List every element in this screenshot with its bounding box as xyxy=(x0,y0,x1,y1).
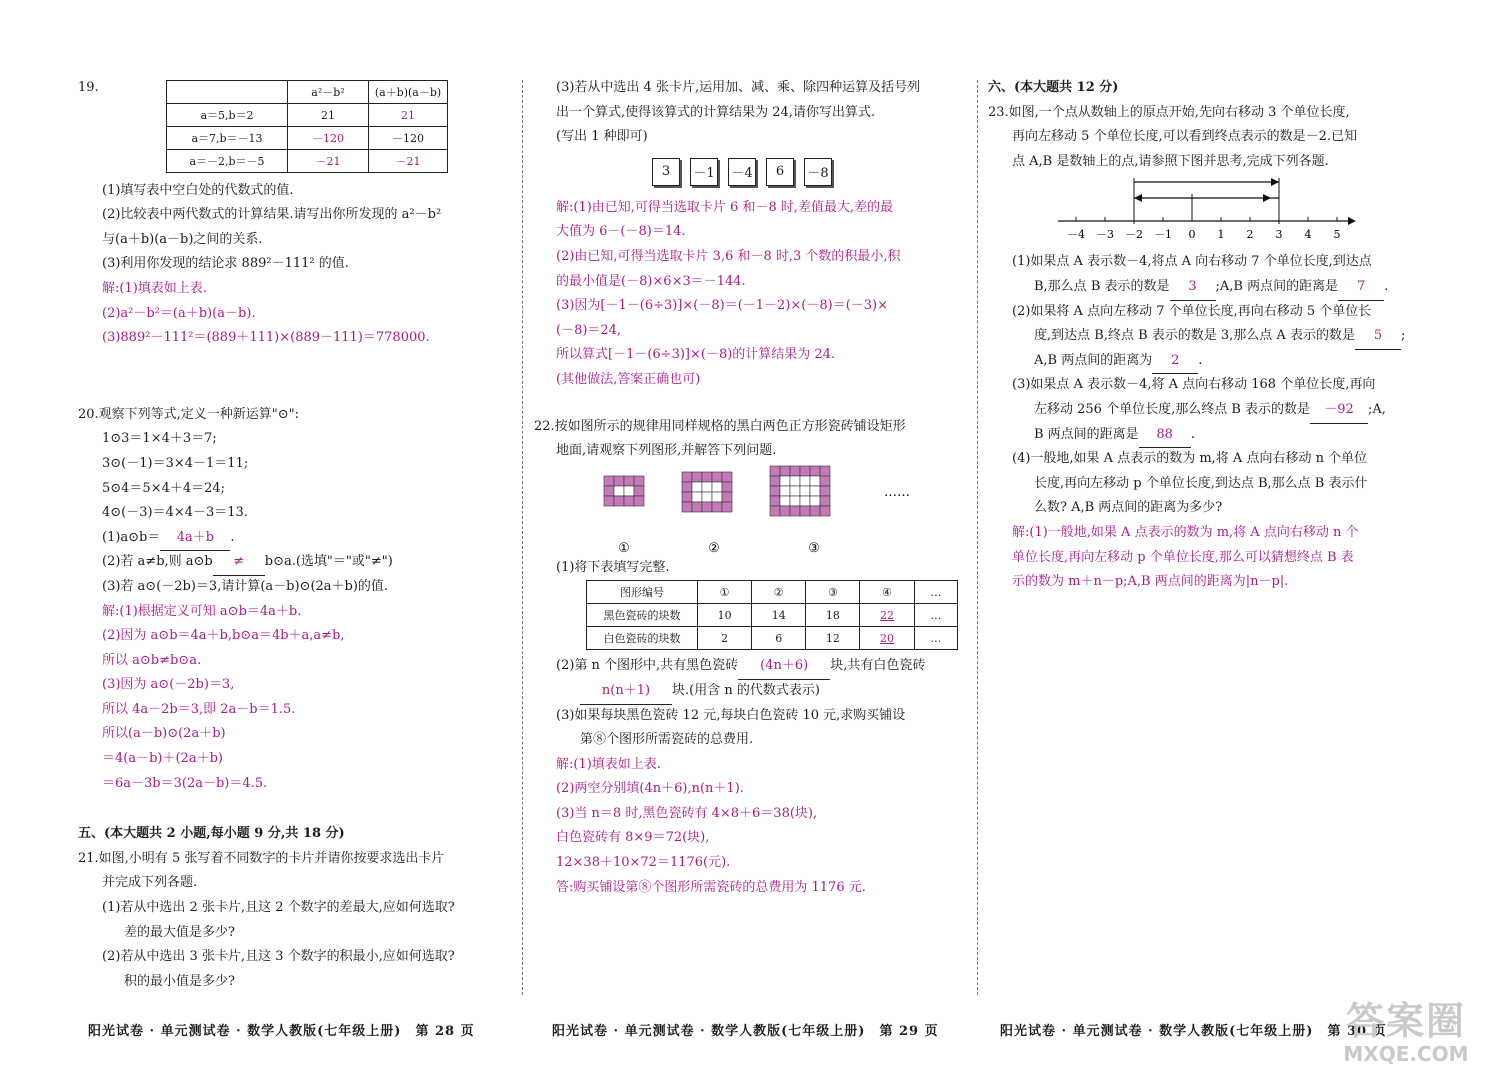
page-footer-30: 阳光试卷 · 单元测试卷 · 数学人教版(七年级上册) 第 30 页 xyxy=(1000,1024,1387,1039)
answer-blank: －92 xyxy=(1310,398,1368,424)
question-line: (1)将下表填写完整. xyxy=(556,559,670,575)
answer-blank: 4a＋b xyxy=(160,526,230,552)
question-line: 积的最小值是多少? xyxy=(124,973,235,989)
answer-line: 12×38＋10×72＝1176(元). xyxy=(556,855,731,871)
answer-line: (2)由已知,可得当选取卡片 3,6 和－8 时,3 个数的积最小,积 xyxy=(556,248,901,264)
table-row xyxy=(167,127,448,150)
text: . xyxy=(1384,278,1389,294)
table-cell: a＝5,b＝2 xyxy=(167,104,288,127)
black-tile xyxy=(780,506,790,516)
watermark-url: MXQE.COM xyxy=(1343,1042,1469,1066)
table-cell: … xyxy=(914,581,957,604)
table-cell: 12 xyxy=(806,627,860,650)
black-tile xyxy=(820,506,830,516)
black-tile xyxy=(692,472,702,482)
table-cell: … xyxy=(914,604,957,627)
page-footer-29: 阳光试卷 · 单元测试卷 · 数学人教版(七年级上册) 第 29 页 xyxy=(552,1024,939,1039)
page-28-column xyxy=(78,76,518,994)
table-cell: (a＋b)(a－b) xyxy=(369,81,448,104)
answer-line: 解:(1)填表如上表. xyxy=(102,280,207,296)
text: . xyxy=(1190,426,1195,442)
black-tile xyxy=(770,486,780,496)
axis-tick-label: －4 xyxy=(1067,228,1085,242)
table-cell: －21 xyxy=(369,150,448,173)
white-tile xyxy=(692,492,702,502)
page-29-column xyxy=(534,76,968,900)
answer-line: (2)a²－b²＝(a＋b)(a－b). xyxy=(102,305,256,321)
white-tile xyxy=(790,496,800,506)
table-row xyxy=(587,627,958,650)
text: ; xyxy=(1400,328,1406,344)
black-tile xyxy=(820,486,830,496)
black-tile xyxy=(790,466,800,476)
q23-part2-distance-line xyxy=(988,349,1428,374)
text: ;A, xyxy=(1368,401,1386,417)
table-cell: 6 xyxy=(752,627,806,650)
white-tile xyxy=(800,476,810,486)
table-cell: 10 xyxy=(698,604,752,627)
table-cell: 18 xyxy=(806,604,860,627)
table-cell: 14 xyxy=(752,604,806,627)
black-tile xyxy=(682,492,692,502)
black-tile xyxy=(722,492,732,502)
axis-tick-label: －3 xyxy=(1096,228,1114,242)
watermark-logo xyxy=(1318,1000,1494,1070)
black-tile xyxy=(614,476,624,486)
black-tile xyxy=(770,496,780,506)
figure-ellipsis: …… xyxy=(884,484,910,500)
black-tile xyxy=(614,496,624,506)
black-tile xyxy=(820,496,830,506)
table-cell: 黑色瓷砖的块数 xyxy=(587,604,698,627)
answer-line: (3)889²－111²＝(889＋111)×(889－111)＝778000. xyxy=(102,330,430,346)
watermark-text: 答案圈 xyxy=(1345,999,1466,1043)
black-tile xyxy=(810,466,820,476)
black-tile xyxy=(722,502,732,512)
question-line: 第⑧个图形所需瓷砖的总费用. xyxy=(580,732,754,748)
white-tile xyxy=(790,486,800,496)
black-tile xyxy=(702,472,712,482)
arrow-head xyxy=(1263,194,1271,202)
q23-part3-answer-line xyxy=(988,398,1428,423)
answer-line: 解:(1)根据定义可知 a⊙b＝4a＋b. xyxy=(102,603,302,619)
white-tile xyxy=(624,486,634,496)
q23-part3-distance-line xyxy=(988,423,1428,448)
black-tile xyxy=(810,506,820,516)
axis-tick-label: 3 xyxy=(1275,228,1283,242)
text: (2)第 n 个图形中,共有黑色瓷砖 xyxy=(556,658,739,674)
answer-line: 解:(1)一般地,如果 A 点表示的数为 m,将 A 点向右移动 n 个 xyxy=(1012,524,1359,540)
question-line: (2)如果将 A 点向左移动 7 个单位长度,再向右移动 5 个单位长 xyxy=(1012,303,1372,319)
white-tile xyxy=(810,496,820,506)
table-row xyxy=(587,581,958,604)
tile-figure-1 xyxy=(604,476,644,506)
black-tile xyxy=(604,486,614,496)
answer-line: 解:(1)由已知,可得当选取卡片 6 和－8 时,差值最大,差的最 xyxy=(556,199,894,215)
white-tile xyxy=(810,476,820,486)
table-row xyxy=(167,150,448,173)
arrow-head xyxy=(1271,178,1279,186)
black-tile xyxy=(712,472,722,482)
answer-blank: 88 xyxy=(1139,423,1191,449)
axis-tick-label: 5 xyxy=(1333,228,1341,242)
question-line: 与(a＋b)(a－b)之间的关系. xyxy=(102,231,263,247)
question-line: 4⊙(－3)＝4×4－3＝13. xyxy=(102,505,248,521)
section-heading: 五、(本大题共 2 小题,每小题 9 分,共 18 分) xyxy=(78,826,345,842)
table-cell: 图形编号 xyxy=(587,581,698,604)
answer-line: 的最小值是(－8)×6×3＝－144. xyxy=(556,273,746,289)
question-line: (写出 1 种即可) xyxy=(556,129,648,145)
text: 块.(用含 n 的代数式表示) xyxy=(672,682,820,698)
answer-line: (－8)＝24, xyxy=(556,322,622,338)
axis-tick-label: 4 xyxy=(1304,228,1312,242)
black-tile xyxy=(604,476,614,486)
black-tile xyxy=(712,502,722,512)
number-card: －4 xyxy=(728,158,756,186)
axis-tick-label: －2 xyxy=(1125,228,1143,242)
black-tile xyxy=(624,476,634,486)
black-tile xyxy=(770,476,780,486)
white-tile xyxy=(702,482,712,492)
q22-table xyxy=(586,580,958,650)
number-card: －1 xyxy=(690,158,718,186)
white-tile xyxy=(614,486,624,496)
axis-tick-label: 0 xyxy=(1188,228,1196,242)
q19-number: 19. xyxy=(78,80,99,95)
text: b⊙a.(选填"＝"或"≠") xyxy=(264,554,393,570)
number-card: 6 xyxy=(766,158,794,186)
answer-line: ＝4(a－b)＋(2a＋b) xyxy=(102,751,223,767)
table-cell: ④ xyxy=(860,581,914,604)
table-cell: －120 xyxy=(288,127,369,150)
white-tile xyxy=(712,492,722,502)
answer-line: 所以算式[－1－(6÷3)]×(－8)的计算结果为 24. xyxy=(556,347,836,363)
table-cell: a＝7,b＝－13 xyxy=(167,127,288,150)
q20-part2 xyxy=(78,550,518,575)
table-cell xyxy=(167,81,288,104)
table-cell: ② xyxy=(752,581,806,604)
answer-line: 所以 4a－2b＝3,即 2a－b＝1.5. xyxy=(102,701,296,717)
page-30-column xyxy=(988,76,1428,595)
column-divider xyxy=(977,80,978,995)
question-line: (1)如果点 A 表示数－4,将点 A 向右移动 7 个单位长度,到达点 xyxy=(1012,254,1372,270)
tile-figure-3 xyxy=(770,466,830,516)
answer-line: (3)因为[－1－(6÷3)]×(－8)＝(－1－2)×(－8)＝(－3)× xyxy=(556,298,889,314)
table-cell: －120 xyxy=(369,127,448,150)
section-heading: 六、(本大题共 12 分) xyxy=(988,80,1119,95)
white-tile xyxy=(780,486,790,496)
table-cell: ③ xyxy=(806,581,860,604)
white-tile xyxy=(810,486,820,496)
axis-arrow xyxy=(1348,217,1356,225)
tile-figures xyxy=(556,464,968,556)
text: (1)a⊙b＝ xyxy=(102,529,161,545)
q22-part2-line2 xyxy=(556,679,968,704)
column-divider xyxy=(522,80,523,995)
text: 左移动 256 个单位长度,那么终点 B 表示的数是 xyxy=(1034,401,1311,417)
question-line: 22.按如图所示的规律用同样规格的黑白两色正方形瓷砖铺设矩形 xyxy=(534,418,906,434)
answer-line: 单位长度,再向左移动 p 个单位长度,那么可以猜想终点 B 表 xyxy=(1012,549,1354,565)
question-line: (3)利用你发现的结论求 889²－111² 的值. xyxy=(102,256,349,272)
text: B,那么点 B 表示的数是 xyxy=(1034,278,1170,294)
black-tile xyxy=(722,472,732,482)
question-line: 23.如图,一个点从数轴上的原点开始,先向右移动 3 个单位长度, xyxy=(988,104,1350,120)
question-line: 21.如图,小明有 5 张写着不同数字的卡片并请你按要求选出卡片 xyxy=(78,850,445,866)
question-line: (2)比较表中两代数式的计算结果.请写出你所发现的 a²－b² xyxy=(102,207,442,223)
text: . xyxy=(1198,352,1203,368)
white-tile xyxy=(712,482,722,492)
table-cell: 白色瓷砖的块数 xyxy=(587,627,698,650)
answer-line: (3)因为 a⊙(－2b)＝3, xyxy=(102,677,235,693)
question-line: (3)若从中选出 4 张卡片,运用加、减、乘、除四种运算及括号列 xyxy=(556,80,921,95)
table-cell: ① xyxy=(698,581,752,604)
black-tile xyxy=(800,506,810,516)
figure-label-3: ③ xyxy=(808,540,820,556)
table-cell: 21 xyxy=(369,104,448,127)
tile-figure-2 xyxy=(682,472,732,512)
black-tile xyxy=(604,496,614,506)
answer-line: 答:购买铺设第⑧个图形所需瓷砖的总费用为 1176 元. xyxy=(556,879,866,895)
number-card: －8 xyxy=(804,158,832,186)
figure-label-1: ① xyxy=(618,540,630,556)
table-row xyxy=(167,104,448,127)
table-cell: 2 xyxy=(698,627,752,650)
question-line: 出一个算式,使得该算式的计算结果为 24,请你写出算式. xyxy=(556,104,876,120)
table-cell: a²－b² xyxy=(288,81,369,104)
question-line: (3)若 a⊙(－2b)＝3,请计算(a－b)⊙(2a＋b)的值. xyxy=(102,578,389,594)
answer-blank: 5 xyxy=(1355,324,1401,350)
question-line: 并完成下列各题. xyxy=(102,875,198,891)
number-line-figure xyxy=(988,174,1428,250)
black-tile xyxy=(702,502,712,512)
white-tile xyxy=(780,476,790,486)
question-line: (4)一般地,如果 A 点表示的数为 m,将 A 点向右移动 n 个单位 xyxy=(1012,451,1368,467)
answer-line: 示的数为 m＋n－p;A,B 两点间的距离为|n－p|. xyxy=(1012,574,1289,590)
answer-line: 所以(a－b)⊙(2a＋b) xyxy=(102,726,226,742)
page-footer-28: 阳光试卷 · 单元测试卷 · 数学人教版(七年级上册) 第 28 页 xyxy=(88,1024,475,1039)
black-tile xyxy=(820,466,830,476)
question-line: 5⊙4＝5×4＋4＝24; xyxy=(102,480,226,496)
q22-part2-line1 xyxy=(556,654,968,679)
white-tile xyxy=(780,496,790,506)
answer-line: 解:(1)填表如上表. xyxy=(556,756,661,772)
question-line: (1)若从中选出 2 张卡片,且这 2 个数字的差最大,应如何选取? xyxy=(102,900,455,916)
black-tile xyxy=(634,476,644,486)
answer-blank: (4n＋6) xyxy=(738,654,830,680)
question-line: 20.观察下列等式,定义一种新运算"⊙": xyxy=(78,406,300,422)
answer-blank: n(n＋1) xyxy=(580,679,672,705)
figure-label-2: ② xyxy=(708,540,720,556)
table-cell: … xyxy=(914,627,957,650)
black-tile xyxy=(770,506,780,516)
question-line: 么数? A,B 两点间的距离为多少? xyxy=(1034,500,1223,516)
question-line: (2)若从中选出 3 张卡片,且这 3 个数字的积最小,应如何选取? xyxy=(102,949,455,965)
table-cell: 20 xyxy=(860,627,914,650)
answer-line: 所以 a⊙b≠b⊙a. xyxy=(102,652,202,668)
black-tile xyxy=(770,466,780,476)
black-tile xyxy=(692,502,702,512)
q20-part1 xyxy=(78,526,518,551)
question-line: 地面,请观察下列图形,并解答下列问题. xyxy=(556,443,777,459)
table-cell: 21 xyxy=(288,104,369,127)
q23-part1-answer-line xyxy=(988,275,1428,300)
white-tile xyxy=(692,482,702,492)
axis-tick-label: 2 xyxy=(1246,228,1254,242)
question-line: 再向左移动 5 个单位长度,可以看到终点表示的数是－2.已知 xyxy=(1012,129,1358,145)
question-line: 3⊙(－1)＝3×4－1＝11; xyxy=(102,455,249,471)
black-tile xyxy=(682,482,692,492)
table-cell: a＝－2,b＝－5 xyxy=(167,150,288,173)
table-cell: －21 xyxy=(288,150,369,173)
answer-line: (3)当 n＝8 时,黑色瓷砖有 4×8＋6＝38(块), xyxy=(556,805,818,821)
axis-tick-label: 1 xyxy=(1217,228,1225,242)
black-tile xyxy=(790,506,800,516)
question-line: 长度,再向左移动 p 个单位长度,到达点 B,那么点 B 表示什 xyxy=(1034,475,1368,491)
number-card: 3 xyxy=(652,158,680,186)
black-tile xyxy=(634,486,644,496)
black-tile xyxy=(800,466,810,476)
white-tile xyxy=(800,486,810,496)
black-tile xyxy=(682,472,692,482)
question-line: 差的最大值是多少? xyxy=(124,924,235,940)
answer-blank: ≠ xyxy=(213,550,265,576)
text: 度,到达点 B,终点 B 表示的数是 3,那么点 A 表示的数是 xyxy=(1034,328,1355,344)
text: A,B 两点间的距离为 xyxy=(1034,352,1153,368)
answer-line: (其他做法,答案正确也可) xyxy=(556,371,701,387)
text: ;A,B 两点间的距离是 xyxy=(1215,278,1339,294)
tile-figures-svg xyxy=(556,464,968,556)
black-tile xyxy=(722,482,732,492)
question-line: 1⊙3＝1×4＋3＝7; xyxy=(102,431,217,447)
answer-line: 白色瓷砖有 8×9＝72(块), xyxy=(556,830,710,846)
black-tile xyxy=(820,476,830,486)
q19-table xyxy=(166,80,448,173)
black-tile xyxy=(780,466,790,476)
black-tile xyxy=(682,502,692,512)
answer-line: (2)两空分别填(4n＋6),n(n＋1). xyxy=(556,781,744,797)
white-tile xyxy=(790,476,800,486)
text: 块,共有白色瓷砖 xyxy=(830,658,926,674)
answer-blank: 7 xyxy=(1338,275,1384,301)
number-cards xyxy=(516,158,968,186)
arrow-head xyxy=(1134,194,1142,202)
answer-line: (2)因为 a⊙b＝4a＋b,b⊙a＝4b＋a,a≠b, xyxy=(102,628,345,644)
table-cell: 22 xyxy=(860,604,914,627)
text: . xyxy=(230,529,235,545)
text: B 两点间的距离是 xyxy=(1034,426,1139,442)
table-row xyxy=(587,604,958,627)
white-tile xyxy=(702,492,712,502)
question-line: (3)如果点 A 表示数－4,将 A 点向右移动 168 个单位长度,再向 xyxy=(1012,377,1376,393)
q23-part2-answer-line xyxy=(988,324,1428,349)
answer-blank: 2 xyxy=(1152,349,1198,375)
question-line: (3)如果每块黑色瓷砖 12 元,每块白色瓷砖 10 元,求购买铺设 xyxy=(556,707,906,723)
answer-blank: 3 xyxy=(1170,275,1216,301)
answer-line: ＝6a－3b＝3(2a－b)＝4.5. xyxy=(102,775,268,791)
white-tile xyxy=(800,496,810,506)
answer-line: 大值为 6－(－8)＝14. xyxy=(556,224,686,240)
text: (2)若 a≠b,则 a⊙b xyxy=(102,554,213,570)
black-tile xyxy=(634,496,644,506)
question-line: (1)填写表中空白处的代数式的值. xyxy=(102,182,294,198)
black-tile xyxy=(624,496,634,506)
question-line: 点 A,B 是数轴上的点,请参照下图并思考,完成下列各题. xyxy=(1012,153,1329,169)
axis-tick-label: －1 xyxy=(1154,228,1172,242)
number-line-svg xyxy=(988,174,1428,250)
